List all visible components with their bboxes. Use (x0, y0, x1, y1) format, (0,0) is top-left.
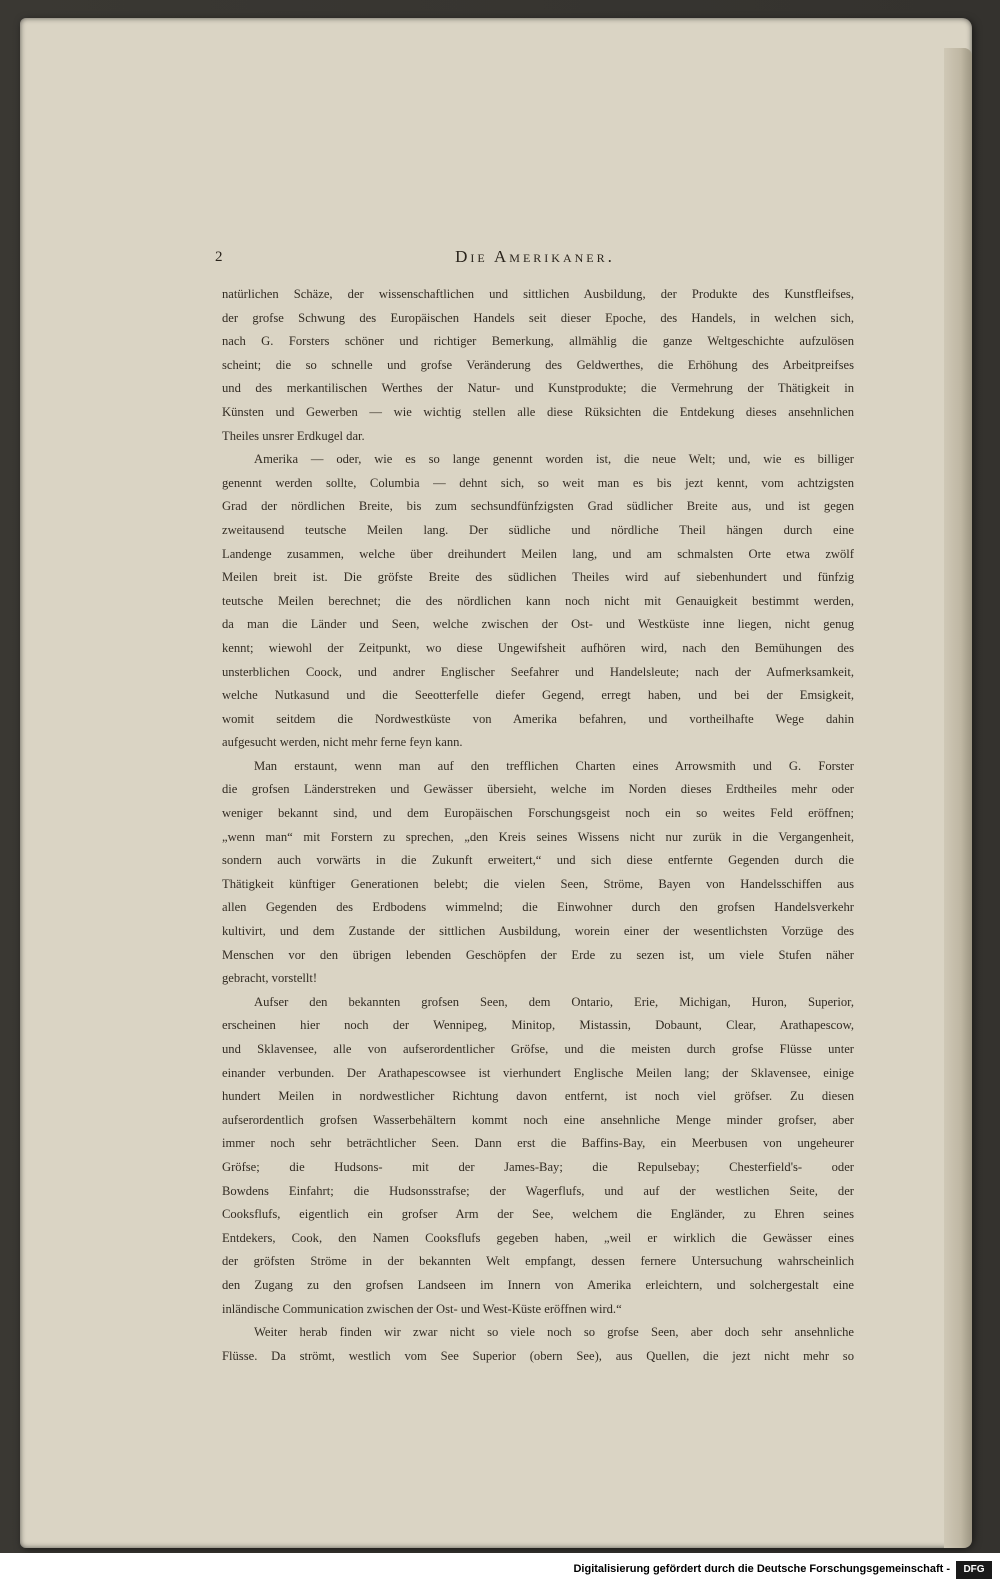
text-line: Flüsse. Da strömt, westlich vom See Superior (obern See), aus Quellen, die jezt nicht mehr so (222, 1348, 854, 1363)
text-line: Entdekers, Cook, den Namen Cooksflufs gegeben haben, „weil er wirklich die Gewässer eines (222, 1230, 854, 1245)
text-line: inländische Communication zwischen der Ost- und West-Küste eröffnen wird.“ (222, 1301, 622, 1316)
text-line: und des merkantilischen Werthes der Natur- und Kunstprodukte; die Vermehrung der Thätigkeit in (222, 381, 854, 396)
text-line: einander verbunden. Der Arathapescowsee ist vierhundert Englische Meilen lang; der Sklavensee, einige (222, 1065, 854, 1080)
text-line: sondern auch vorwärts in die Zukunft erweitert,“ und sich diese entfernte Gegenden durch die (222, 853, 854, 868)
text-line: hundert Meilen in nordwestlicher Richtung davon entfernt, ist noch viel gröfser. Zu diesen (222, 1089, 854, 1104)
text-line: teutsche Meilen berechnet; die des nördlichen kann noch nicht mit Genauigkeit bestimmt werden, (222, 593, 854, 608)
text-line: welche Nutkasund und die Seeotterfelle diefer Gegend, erregt haben, und bei der Emsigkeit, (222, 688, 854, 703)
text-line: allen Gegenden des Erdbodens wimmelnd; die Einwohner durch den grofsen Handelsverkehr (222, 900, 854, 915)
running-title: Die Amerikaner. (455, 247, 615, 266)
text-line: der gröfsten Ströme in der bekannten Welt empfangt, dessen fernere Untersuchung wahrscheinlich (222, 1254, 854, 1269)
text-line: Gröfse; die Hudsons- mit der James-Bay; die Repulsebay; Chesterfield's- oder (222, 1159, 854, 1174)
dfg-logo-icon: DFG (956, 1561, 992, 1579)
text-line: und Sklavensee, alle von aufserordentlicher Gröfse, und die meisten durch grofse Flüsse unter (222, 1042, 854, 1056)
text-line: immer noch sehr beträchtlicher Seen. Dann erst die Baffins-Bay, ein Meerbusen von ungeheurer (222, 1136, 854, 1151)
text-line: zweitausend teutsche Meilen lang. Der südliche und nördliche Theil hängen durch eine (222, 522, 854, 537)
text-line: der grofse Schwung des Europäischen Handels seit dieser Epoche, des Handels, in welchen sich, (222, 310, 854, 325)
text-line: „wenn man“ mit Forstern zu sprechen, „den Kreis seines Wissens nicht nur zurük in die Vergangenheit, (222, 829, 854, 844)
page-edge (944, 48, 972, 1548)
body-text (222, 283, 854, 1368)
text-line: kennt; wiewohl der Zeitpunkt, wo diese Ungewifsheit aufhören wird, nach den Bemühungen des (222, 640, 854, 655)
text-line: genennt werden sollte, Columbia — dehnt sich, so weit man es bis jezt kennt, vom achtzigsten (222, 475, 854, 490)
text-line: kultivirt, und dem Zustande der sittlichen Ausbildung, worein einer der wesentlichsten Vorzüge des (222, 924, 854, 939)
text-line: Künsten und Gewerben — wie wichtig stellen alle diese Rüksichten die Entdekung dieses ansehnlichen (222, 404, 854, 419)
text-line: Landenge zusammen, welche über dreihundert Meilen lang, und am schmalsten Orte etwa zwölf (222, 546, 854, 561)
text-line: Grad der nördlichen Breite, bis zum sechsundfünfzigsten Grad südlicher Breite aus, und ist gegen (222, 499, 854, 514)
digitization-footer (0, 1553, 1000, 1590)
text-line: da man die Länder und Seen, welche zwischen der Ost- und Westküste inne liegen, nicht genug (222, 617, 854, 632)
text-line: unsterblichen Coock, und andrer Englischer Seefahrer und Handelsleute; nach der Aufmerksamkeit, (222, 664, 854, 679)
text-line: scheint; die so schnelle und grofse Veränderung des Geldwerthes, die Erhöhung des Arbeitpreifses (222, 357, 854, 372)
text-line: Menschen vor den übrigen lebenden Geschöpfen der Erde zu sezen ist, um viele Stufen näher (222, 947, 854, 962)
text-line: weniger bekannt sind, und dem Europäischen Forschungsgeist noch ein so weites Feld eröffnen; (222, 806, 854, 821)
text-line: Weiter herab finden wir zwar nicht so viele noch so grofse Seen, aber doch sehr ansehnliche (254, 1325, 854, 1340)
text-line: Bowdens Einfahrt; die Hudsonsstrafse; der Wagerflufs, und auf der westlichen Seite, der (222, 1183, 854, 1198)
text-line: Amerika — oder, wie es so lange genennt worden ist, die neue Welt; und, wie es billiger (254, 452, 854, 467)
text-line: gebracht, vorstellt! (222, 971, 318, 986)
text-line: womit seitdem die Nordwestküste von Amerika befahren, und vortheilhafte Wege dahin (222, 711, 854, 726)
text-line: Man erstaunt, wenn man auf den trefflichen Charten eines Arrowsmith und G. Forster (254, 758, 854, 773)
text-line: Meilen breit ist. Die gröfste Breite des südlichen Theiles wird auf siebenhundert und fünfzig (222, 570, 854, 585)
page-number: 2 (215, 249, 223, 265)
text-line: den Zugang zu den grofsen Landseen im Innern von Amerika erleichtern, und solchergestalt eine (222, 1277, 854, 1292)
page-header (215, 247, 855, 273)
text-line: Cooksflufs, eigentlich ein grofser Arm der See, welchem die Engländer, zu Ehren seines (222, 1207, 854, 1222)
funding-credit: Digitalisierung gefördert durch die Deutsche Forschungsgemeinschaft - (573, 1563, 950, 1575)
text-line: nach G. Forsters schöner und richtiger Bemerkung, allmählig die ganze Weltgeschichte aufzulösen (222, 334, 854, 349)
text-line: aufserordentlich grofsen Wasserbehältern kommt noch eine ansehnliche Menge minder grofser, aber (222, 1112, 854, 1127)
text-line: erscheinen hier noch der Wennipeg, Minitop, Mistassin, Dobaunt, Clear, Arathapescow, (222, 1018, 854, 1033)
text-line: Theiles unsrer Erdkugel dar. (222, 428, 365, 443)
text-line: aufgesucht werden, nicht mehr ferne feyn kann. (222, 735, 463, 750)
text-line: Aufser den bekannten grofsen Seen, dem Ontario, Erie, Michigan, Huron, Superior, (254, 994, 854, 1009)
text-line: die grofsen Länderstreken und Gewässer übersieht, welche im Norden dieses Erdtheiles mehr oder (222, 782, 854, 797)
text-line: Thätigkeit künftiger Generationen belebt; die vielen Seen, Ströme, Bayen von Handelsschiffen aus (222, 876, 854, 891)
text-line: natürlichen Schäze, der wissenschaftlichen und sittlichen Ausbildung, der Produkte des Kunstfleifses, (222, 287, 854, 301)
